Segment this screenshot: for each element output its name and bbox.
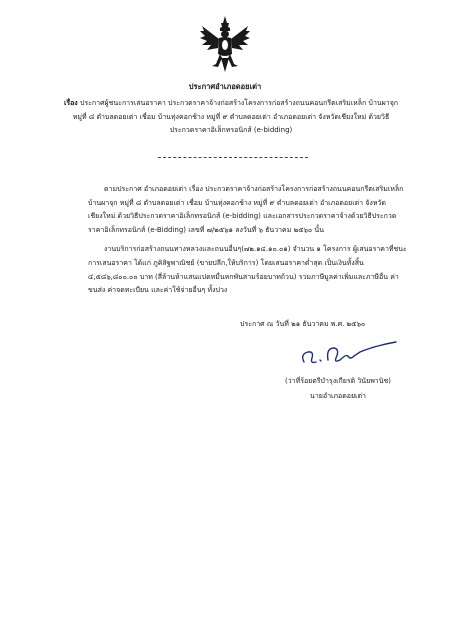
subject-label: เรื่อง — [63, 99, 78, 107]
body-paragraph-2: งานบริการก่อสร้างถนนทางหลวงและถนนอื่นๆ(๗๒.๑๔.๑๐.๐๑) จำนวน ๑ โครงการ ผู้เสนอราคาที่ชนะการเสนอราคา ได้แก่ ภูคิสิฐพาณิชย์ (ขายปลีก,ให้บริการ) โดยเสนอราคาต่ำสุด เป็นเงินทั้งสิ้น ๔,๕๘๖,๘๐๐.๐๐ บาท (สี่ล้านห้าแสนแปดหมื่นหกพันสามร้อยบาทถ้วน) รวมภาษีมูลค่าเพิ่มและภาษีอื่น ค่าขนส่ง ค่าจดทะเบียน และค่าใช้จ่ายอื่นๆ ทั้งปวง — [88, 245, 407, 295]
signer-name: (ว่าที่ร้อยตรีบำรุงเกียรติ วินัยพานิช) — [284, 377, 392, 385]
handwritten-signature-icon — [290, 336, 400, 372]
document-body — [88, 183, 408, 298]
signer-block — [258, 374, 418, 404]
document-heading: ประกาศอำเภอดอยเต่า — [188, 82, 262, 91]
document-subject — [62, 97, 400, 138]
subject-text: ประกาศผู้ชนะการเสนอราคา ประกวดราคาจ้างก่อสร้างโครงการก่อสร้างถนนคอนกรีตเสริมเหล็ก บ้านผาจุก หมู่ที่ ๘ ตำบลดอยเต่า เชื่อม บ้านทุ่งคอกช้าง หมู่ที่ ๙ ตำบลดอยเต่า อำเภอดอยเต่า จังหวัดเชียงใหม่ ด้วยวิธีประกวดราคาอิเล็กทรอนิกส์ (e-bidding) — [72, 99, 399, 134]
body-paragraph-1: ตามประกาศ อำเภอดอยเต่า เรื่อง ประกวดราคาจ้างก่อสร้างโครงการก่อสร้างถนนคอนกรีตเสริมเหล็ก บ้านผาจุก หมู่ที่ ๘ ตำบลดอยเต่า เชื่อม บ้านทุ่งคอกช้าง หมู่ที่ ๙ ตำบลดอยเต่า อำเภอดอยเต่า จังหวัดเชียงใหม่ ด้วยวิธีประกวดราคาอิเล็กทรอนิกส์ (e-bidding) และเอกสารประกวดราคาจ้างด้วยวิธีประกวดราคาอิเล็กทรอนิกส์ (e-Bidding) เลขที่ ๗/๒๕๖๑ ลงวันที่ ๖ ธันวาคม ๒๕๖๐ นั้น — [88, 185, 404, 234]
section-divider — [158, 157, 308, 158]
signer-position: นายอำเภอดอยเต่า — [310, 392, 366, 400]
announcement-date: ประกาศ ณ วันที่ ๒๑ ธันวาคม พ.ศ. ๒๕๖๐ — [240, 320, 366, 328]
garuda-emblem-icon — [198, 14, 252, 74]
